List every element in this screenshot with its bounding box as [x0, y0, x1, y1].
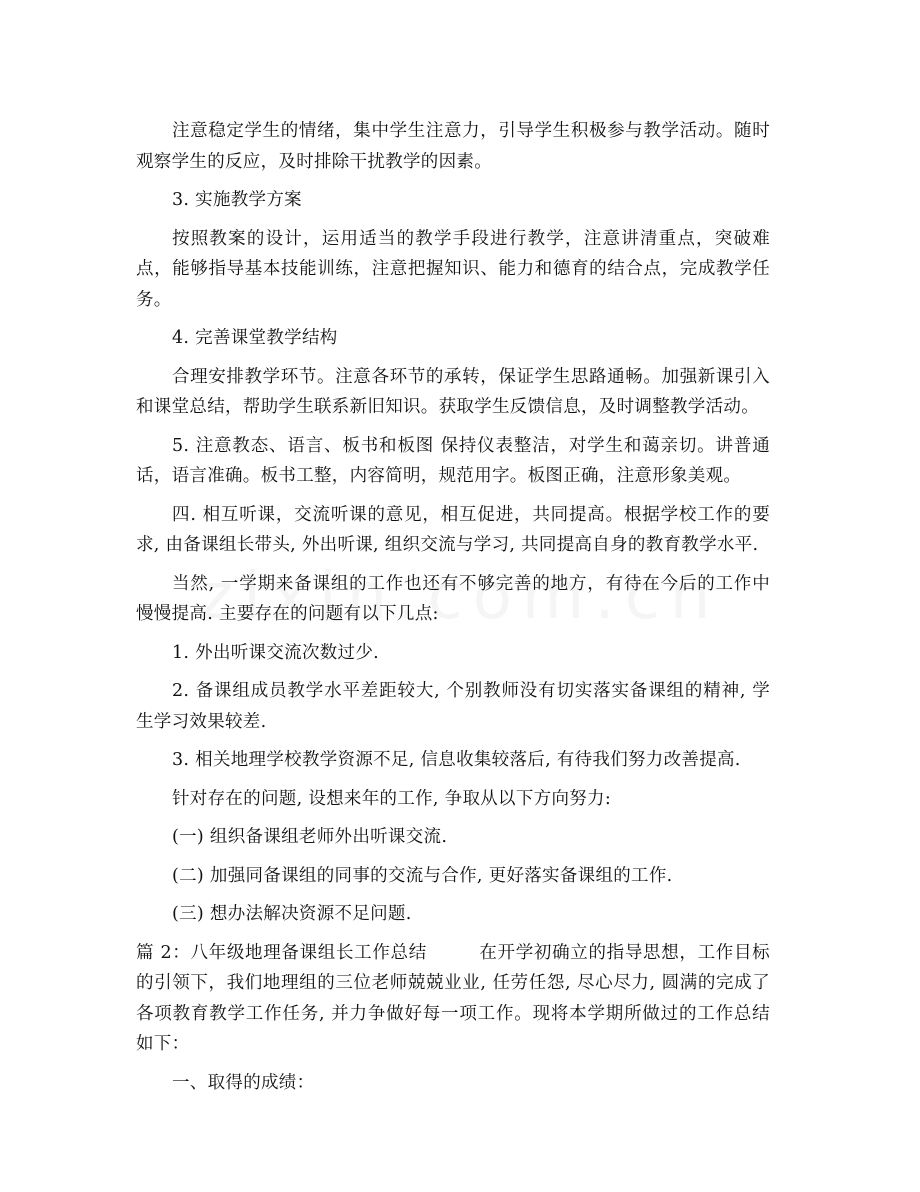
paragraph: 注意稳定学生的情绪，集中学生注意力，引导学生积极参与教学活动。随时观察学生的反应，及时排除干扰教学的因素。 — [136, 121, 770, 172]
paragraph: 当然, 一学期来备课组的工作也还有不够完善的地方，有待在今后的工作中慢慢提高. 主要存在的问题有以下几点: — [136, 573, 770, 624]
paragraph: 5. 注意教态、语言、板书和板图 保持仪表整洁，对学生和蔼亲切。讲普通话，语言准确。板书工整，内容简明，规范用字。板图正确，注意形象美观。 — [136, 435, 770, 486]
paragraph: 3. 相关地理学校教学资源不足, 信息收集较落后, 有待我们努力改善提高. — [172, 750, 741, 770]
paragraph: 2. 备课组成员教学水平差距较大, 个别教师没有切实落实备课组的精神, 学生学习效果较差. — [136, 681, 770, 732]
paragraph: 按照教案的设计，运用适当的教学手段进行教学，注意讲清重点，突破难点，能够指导基本技能训练，注意把握知识、能力和德育的结合点，完成教学任务。 — [136, 228, 770, 310]
paragraph: 4. 完善课堂教学结构 — [172, 328, 338, 348]
paragraph: (二) 加强同备课组的同事的交流与合作, 更好落实备课组的工作. — [172, 865, 673, 886]
section-2-body: 在开学初确立的指导思想，工作目标的引领下，我们地理组的三位老师兢兢业业, 任劳任怨, 尽心尽力, 圆满的完成了各项教育教学工作任务, 并力争做好每一项工作。现将本学期所做过的工作总结如下： — [136, 942, 770, 1054]
paragraph: 合理安排教学环节。注意各环节的承转，保证学生思路通畅。加强新课引入和课堂总结，帮助学生联系新旧知识。获取学生反馈信息，及时调整教学活动。 — [136, 366, 770, 417]
section-2-paragraph — [136, 938, 770, 1060]
paragraph: (一) 组织备课组老师外出听课交流. — [172, 827, 448, 847]
paragraph: 针对存在的问题, 设想来年的工作, 争取从以下方向努力: — [172, 788, 612, 809]
section-2-title: 篇 2：八年级地理备课组长工作总结 — [136, 942, 427, 963]
paragraph: (三) 想办法解决资源不足问题. — [172, 904, 412, 924]
paragraph: 3. 实施教学方案 — [172, 190, 302, 210]
paragraph: 1. 外出听课交流次数过少. — [172, 642, 380, 663]
section-heading: 一、取得的成绩： — [172, 1072, 315, 1093]
paragraph: 四. 相互听课，交流听课的意见，相互促进，共同提高。根据学校工作的要求, 由备课组长带头, 外出听课, 组织交流与学习, 共同提高自身的教育教学水平. — [136, 504, 770, 555]
